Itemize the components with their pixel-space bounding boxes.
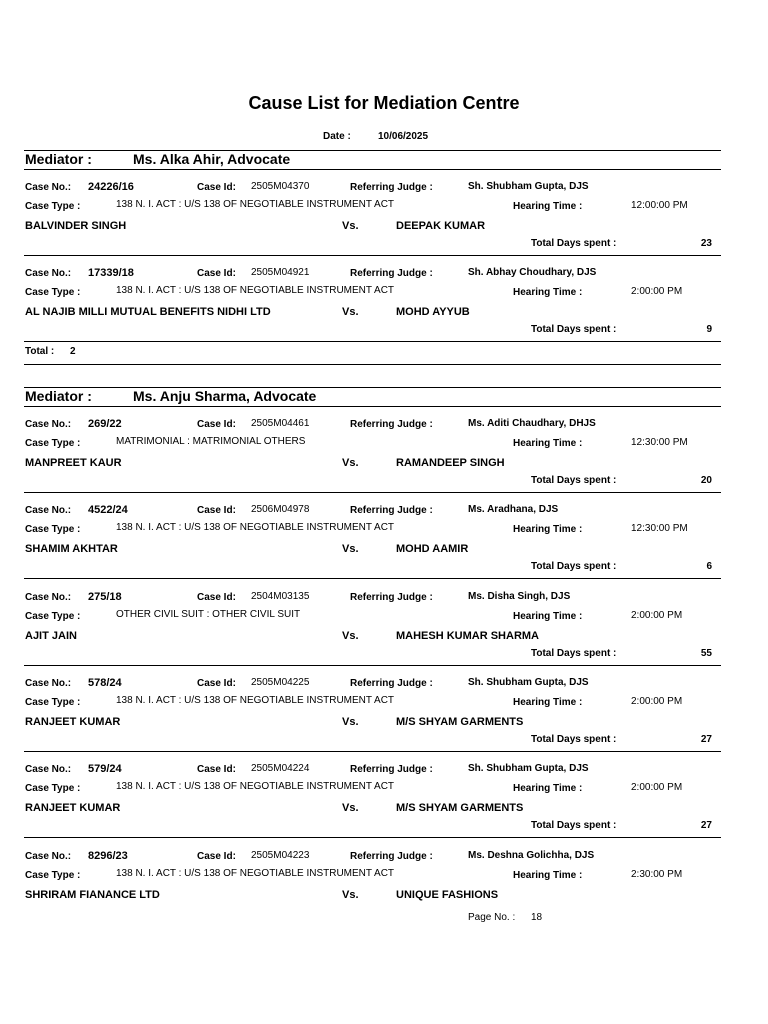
- total-days-label: Total Days spent :: [531, 324, 617, 336]
- total-value: 2: [70, 346, 76, 357]
- case-type: MATRIMONIAL : MATRIMONIAL OTHERS: [116, 436, 306, 447]
- respondent: MOHD AYYUB: [396, 306, 470, 319]
- vs-label: Vs.: [342, 220, 359, 232]
- referring-judge: Sh. Shubham Gupta, DJS: [468, 181, 589, 192]
- case-id: 2505M04225: [251, 676, 310, 688]
- case-type-label: Case Type :: [25, 287, 81, 299]
- referring-judge: Ms. Disha Singh, DJS: [468, 590, 571, 602]
- vs-label: Vs.: [342, 888, 359, 901]
- total-days-label: Total Days spent :: [531, 647, 617, 659]
- petitioner: RANJEET KUMAR: [25, 802, 121, 815]
- referring-judge: Sh. Abhay Choudhary, DJS: [468, 267, 597, 279]
- hearing-time: 2:00:00 PM: [631, 782, 683, 794]
- total-label: Total :: [25, 346, 55, 357]
- referring-judge-label: Referring Judge :: [350, 764, 433, 776]
- total-days-value: 23: [700, 238, 712, 249]
- hearing-time: 2:30:00 PM: [631, 868, 683, 880]
- case-entry: [0, 407, 768, 493]
- case-id: 2505M04224: [251, 763, 310, 775]
- case-type: 138 N. I. ACT : U/S 138 OF NEGOTIABLE INSTRUMENT ACT: [116, 522, 395, 534]
- case-id: 2505M04370: [251, 181, 310, 192]
- case-type: 138 N. I. ACT : U/S 138 OF NEGOTIABLE INSTRUMENT ACT: [116, 285, 395, 297]
- case-no: 8296/23: [88, 849, 128, 862]
- case-no-label: Case No.:: [25, 850, 72, 862]
- hearing-time-label: Hearing Time :: [513, 287, 583, 299]
- referring-judge-label: Referring Judge :: [350, 591, 433, 603]
- case-type: 138 N. I. ACT : U/S 138 OF NEGOTIABLE INSTRUMENT ACT: [116, 694, 395, 706]
- total-days-value: 20: [700, 475, 712, 486]
- page-no-label: Page No. :: [468, 912, 516, 923]
- vs-label: Vs.: [342, 629, 359, 642]
- hearing-time: 12:30:00 PM: [631, 523, 688, 535]
- case-entry: [0, 170, 768, 256]
- total-days-label: Total Days spent :: [531, 733, 617, 745]
- case-no-label: Case No.:: [25, 268, 72, 280]
- case-no: 24226/16: [88, 181, 134, 193]
- case-no: 275/18: [88, 590, 122, 603]
- total-days-label: Total Days spent :: [531, 475, 617, 486]
- total-days-label: Total Days spent :: [531, 238, 617, 249]
- total-days-label: Total Days spent :: [531, 820, 617, 832]
- hearing-time: 12:30:00 PM: [631, 437, 688, 448]
- case-id-label: Case Id:: [197, 677, 236, 689]
- page-title: Cause List for Mediation Centre: [248, 93, 520, 113]
- case-no-label: Case No.:: [25, 764, 72, 776]
- case-entry: [0, 666, 768, 752]
- case-no: 269/22: [88, 418, 122, 430]
- respondent: M/S SHYAM GARMENTS: [396, 802, 524, 815]
- referring-judge-label: Referring Judge :: [350, 182, 433, 193]
- hearing-time: 2:00:00 PM: [631, 609, 683, 621]
- vs-label: Vs.: [342, 457, 359, 469]
- case-entry: [0, 493, 768, 579]
- petitioner: MANPREET KAUR: [25, 457, 122, 469]
- case-type: 138 N. I. ACT : U/S 138 OF NEGOTIABLE INSTRUMENT ACT: [116, 199, 395, 210]
- mediator-label: Mediator :: [25, 151, 92, 167]
- case-type-label: Case Type :: [25, 201, 81, 212]
- total-days-value: 6: [706, 561, 712, 573]
- referring-judge: Ms. Deshna Golichha, DJS: [468, 849, 595, 861]
- respondent: RAMANDEEP SINGH: [396, 457, 505, 469]
- divider: [24, 387, 721, 388]
- referring-judge-label: Referring Judge :: [350, 419, 433, 430]
- petitioner: SHAMIM AKHTAR: [25, 543, 118, 556]
- case-id: 2504M03135: [251, 590, 310, 602]
- total-days-value: 27: [700, 820, 712, 832]
- total-days-value: 55: [700, 647, 712, 659]
- mediator-name: Ms. Alka Ahir, Advocate: [133, 151, 291, 167]
- petitioner: SHRIRAM FIANANCE LTD: [25, 888, 160, 901]
- total-days-value: 27: [700, 733, 712, 745]
- vs-label: Vs.: [342, 802, 359, 815]
- case-type: 138 N. I. ACT : U/S 138 OF NEGOTIABLE INSTRUMENT ACT: [116, 781, 395, 793]
- case-id-label: Case Id:: [197, 182, 236, 193]
- case-id-label: Case Id:: [197, 850, 236, 862]
- petitioner: RANJEET KUMAR: [25, 715, 121, 728]
- page-no-value: 18: [531, 912, 543, 923]
- date-value: 10/06/2025: [378, 131, 429, 142]
- hearing-time-label: Hearing Time :: [513, 783, 583, 795]
- case-no: 579/24: [88, 763, 122, 776]
- referring-judge: Sh. Shubham Gupta, DJS: [468, 763, 589, 775]
- divider: [24, 341, 721, 342]
- total-days-value: 9: [706, 324, 712, 336]
- vs-label: Vs.: [342, 543, 359, 556]
- case-type: 138 N. I. ACT : U/S 138 OF NEGOTIABLE INSTRUMENT ACT: [116, 867, 395, 879]
- hearing-time-label: Hearing Time :: [513, 869, 583, 881]
- respondent: MAHESH KUMAR SHARMA: [396, 629, 539, 642]
- hearing-time: 2:00:00 PM: [631, 695, 683, 707]
- case-type-label: Case Type :: [25, 438, 81, 449]
- divider: [24, 364, 721, 365]
- case-type-label: Case Type :: [25, 869, 81, 881]
- case-type-label: Case Type :: [25, 610, 81, 622]
- case-no-label: Case No.:: [25, 591, 72, 603]
- hearing-time-label: Hearing Time :: [513, 610, 583, 622]
- case-no: 578/24: [88, 676, 122, 689]
- divider: [24, 150, 721, 151]
- hearing-time-label: Hearing Time :: [513, 696, 583, 708]
- hearing-time: 12:00:00 PM: [631, 200, 688, 211]
- case-no-label: Case No.:: [25, 505, 72, 517]
- respondent: MOHD AAMIR: [396, 543, 469, 556]
- referring-judge-label: Referring Judge :: [350, 677, 433, 689]
- vs-label: Vs.: [342, 715, 359, 728]
- case-id-label: Case Id:: [197, 268, 236, 280]
- case-id: 2505M04921: [251, 267, 310, 279]
- vs-label: Vs.: [342, 306, 359, 319]
- case-type: OTHER CIVIL SUIT : OTHER CIVIL SUIT: [116, 608, 301, 620]
- referring-judge-label: Referring Judge :: [350, 268, 433, 280]
- hearing-time-label: Hearing Time :: [513, 201, 583, 212]
- hearing-time-label: Hearing Time :: [513, 524, 583, 536]
- respondent: M/S SHYAM GARMENTS: [396, 715, 524, 728]
- referring-judge: Sh. Shubham Gupta, DJS: [468, 676, 589, 688]
- case-id: 2506M04978: [251, 504, 310, 516]
- case-id-label: Case Id:: [197, 764, 236, 776]
- case-entry: [0, 752, 768, 838]
- referring-judge: Ms. Aditi Chaudhary, DHJS: [468, 418, 596, 429]
- case-no-label: Case No.:: [25, 677, 72, 689]
- case-no-label: Case No.:: [25, 182, 72, 193]
- case-type-label: Case Type :: [25, 783, 81, 795]
- mediator-label: Mediator :: [25, 388, 92, 404]
- respondent: UNIQUE FASHIONS: [396, 888, 499, 901]
- case-type-label: Case Type :: [25, 696, 81, 708]
- mediator-name: Ms. Anju Sharma, Advocate: [133, 388, 317, 404]
- case-no: 17339/18: [88, 267, 134, 280]
- petitioner: AJIT JAIN: [25, 629, 77, 642]
- case-id: 2505M04223: [251, 849, 310, 861]
- petitioner: AL NAJIB MILLI MUTUAL BENEFITS NIDHI LTD: [25, 306, 271, 319]
- case-type-label: Case Type :: [25, 524, 81, 536]
- date-label: Date :: [323, 131, 351, 142]
- respondent: DEEPAK KUMAR: [396, 220, 486, 232]
- case-entry: [0, 839, 768, 925]
- case-id-label: Case Id:: [197, 591, 236, 603]
- petitioner: BALVINDER SINGH: [25, 220, 127, 232]
- hearing-time: 2:00:00 PM: [631, 286, 683, 298]
- referring-judge-label: Referring Judge :: [350, 505, 433, 517]
- referring-judge: Ms. Aradhana, DJS: [468, 504, 559, 516]
- case-no-label: Case No.:: [25, 419, 72, 430]
- case-no: 4522/24: [88, 504, 128, 517]
- case-id-label: Case Id:: [197, 505, 236, 517]
- case-id-label: Case Id:: [197, 419, 236, 430]
- case-id: 2505M04461: [251, 418, 310, 429]
- case-entry: [0, 580, 768, 666]
- hearing-time-label: Hearing Time :: [513, 438, 583, 449]
- case-entry: [0, 256, 768, 342]
- referring-judge-label: Referring Judge :: [350, 850, 433, 862]
- total-days-label: Total Days spent :: [531, 561, 617, 573]
